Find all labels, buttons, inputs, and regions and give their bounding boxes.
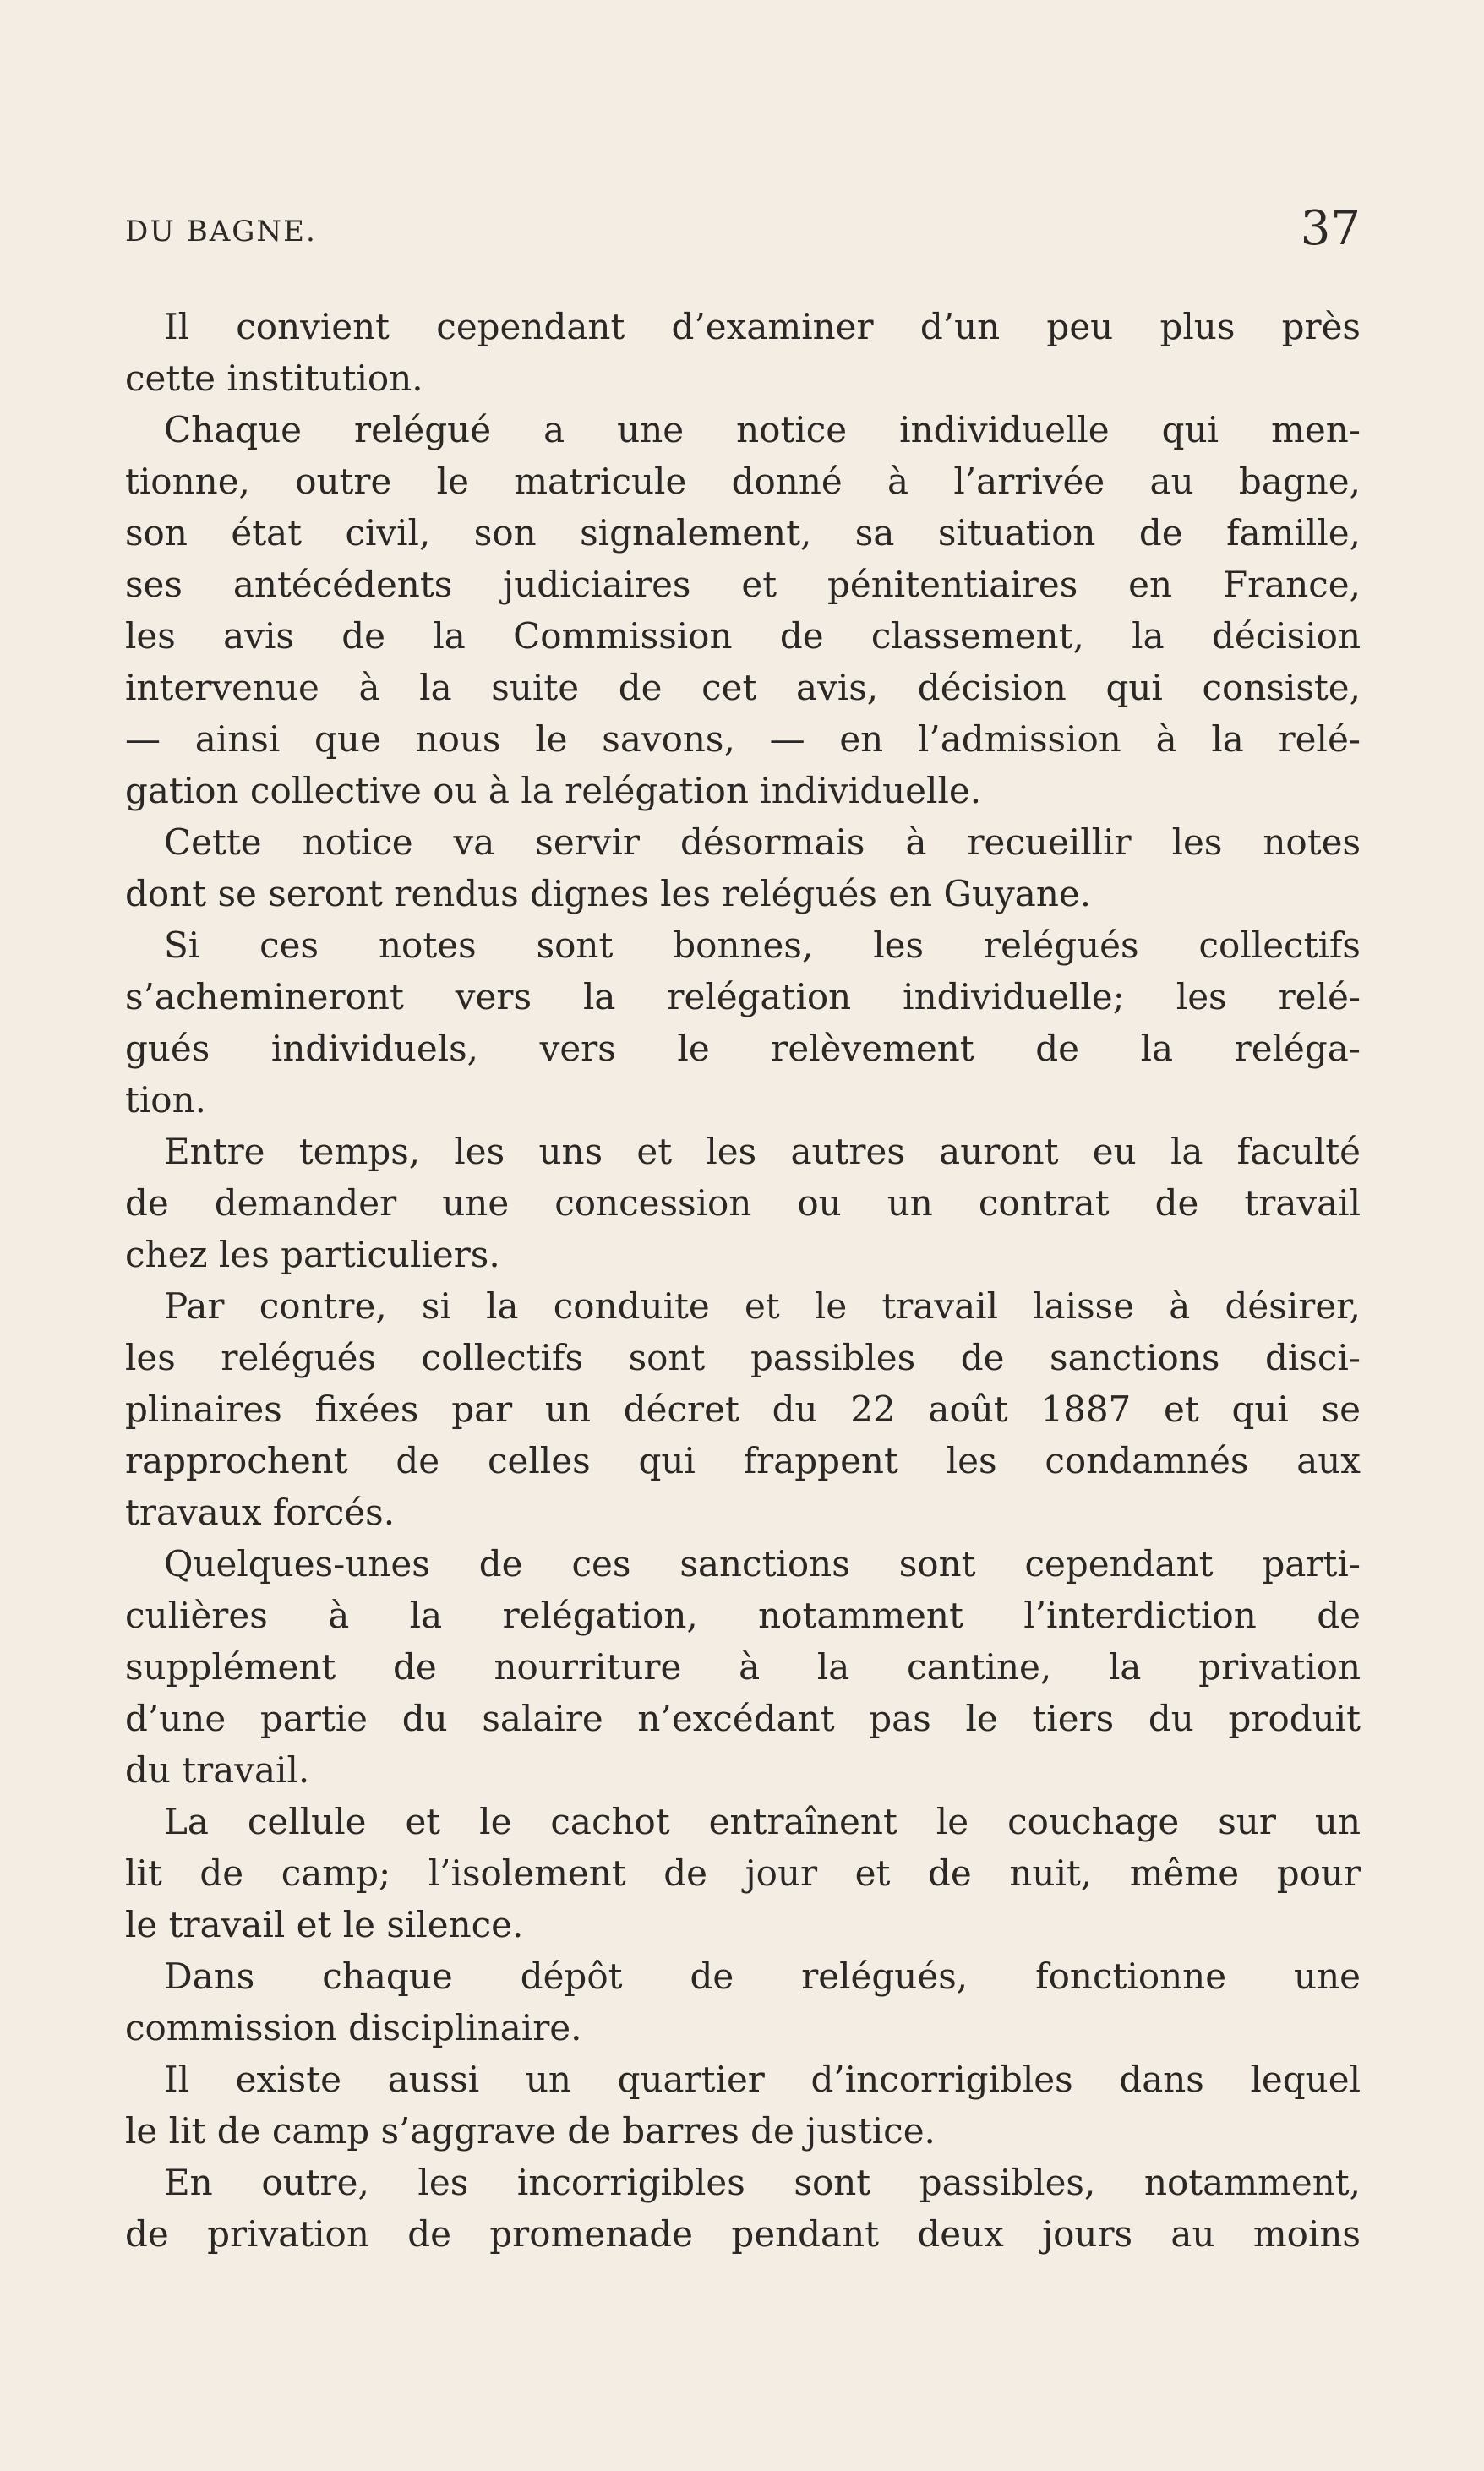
text-line: le travail et le silence. [125, 1904, 524, 1945]
text-line: tionne, outre le matricule donné à l’arrivée au bagne, [125, 461, 1361, 502]
text-line: En outre, les incorrigibles sont passibles, notamment, [164, 2162, 1361, 2203]
text-line: chez les particuliers. [125, 1234, 500, 1275]
page-header [125, 201, 1361, 269]
text-line: La cellule et le cachot entraînent le couchage sur un [164, 1801, 1361, 1842]
text-line: lit de camp; l’isolement de jour et de nuit, même pour [125, 1852, 1361, 1894]
text-line: les avis de la Commission de classement, la décision [125, 615, 1361, 657]
text-line: rapprochent de celles qui frappent les condamnés aux [125, 1440, 1361, 1481]
text-line: travaux forcés. [125, 1492, 396, 1533]
text-line: le lit de camp s’aggrave de barres de justice. [125, 2110, 936, 2152]
text-line: Il existe aussi un quartier d’incorrigibles dans lequel [164, 2059, 1361, 2100]
text-line: tion. [125, 1079, 206, 1121]
text-line: Entre temps, les uns et les autres auront eu la faculté [164, 1131, 1361, 1172]
text-line: cette institution. [125, 357, 423, 399]
text-line: supplément de nourriture à la cantine, la privation [125, 1646, 1361, 1688]
text-line: les relégués collectifs sont passibles de sanctions disci- [125, 1337, 1361, 1378]
body-text [125, 301, 1361, 2260]
text-line: Cette notice va servir désormais à recueillir les notes [164, 821, 1361, 863]
text-line: d’une partie du salaire n’excédant pas le tiers du produit [125, 1698, 1361, 1739]
text-line: du travail. [125, 1749, 310, 1791]
running-head: DU BAGNE. [125, 215, 317, 248]
text-line: gation collective ou à la relégation individuelle. [125, 770, 982, 811]
text-line: Dans chaque dépôt de relégués, fonctionne une [164, 1956, 1361, 1997]
text-line: — ainsi que nous le savons, — en l’admission à la relé- [125, 718, 1361, 760]
page-number: 37 [1300, 201, 1361, 256]
text-line: Si ces notes sont bonnes, les relégués collectifs [164, 925, 1361, 966]
text-line: de demander une concession ou un contrat de travail [125, 1182, 1361, 1224]
text-line: s’achemineront vers la relégation individuelle; les relé- [125, 976, 1361, 1017]
text-line: commission disciplinaire. [125, 2007, 582, 2048]
text-line: Par contre, si la conduite et le travail laisse à désirer, [164, 1285, 1361, 1327]
text-line: ses antécédents judiciaires et pénitentiaires en France, [125, 564, 1361, 605]
text-line: Chaque relégué a une notice individuelle qui men- [164, 409, 1361, 450]
text-line: culières à la relégation, notamment l’interdiction de [125, 1595, 1361, 1636]
text-line: Quelques-unes de ces sanctions sont cependant parti- [164, 1543, 1361, 1585]
text-line: dont se seront rendus dignes les relégués en Guyane. [125, 873, 1092, 914]
text-line: Il convient cependant d’examiner d’un peu plus près [164, 306, 1361, 347]
text-line: de privation de promenade pendant deux jours au moins [125, 2213, 1361, 2255]
text-line: plinaires fixées par un décret du 22 août 1887 et qui se [125, 1388, 1361, 1430]
text-line: intervenue à la suite de cet avis, décision qui consiste, [125, 667, 1361, 708]
text-line: son état civil, son signalement, sa situation de famille, [125, 512, 1361, 554]
text-line: gués individuels, vers le relèvement de la reléga- [125, 1028, 1361, 1069]
